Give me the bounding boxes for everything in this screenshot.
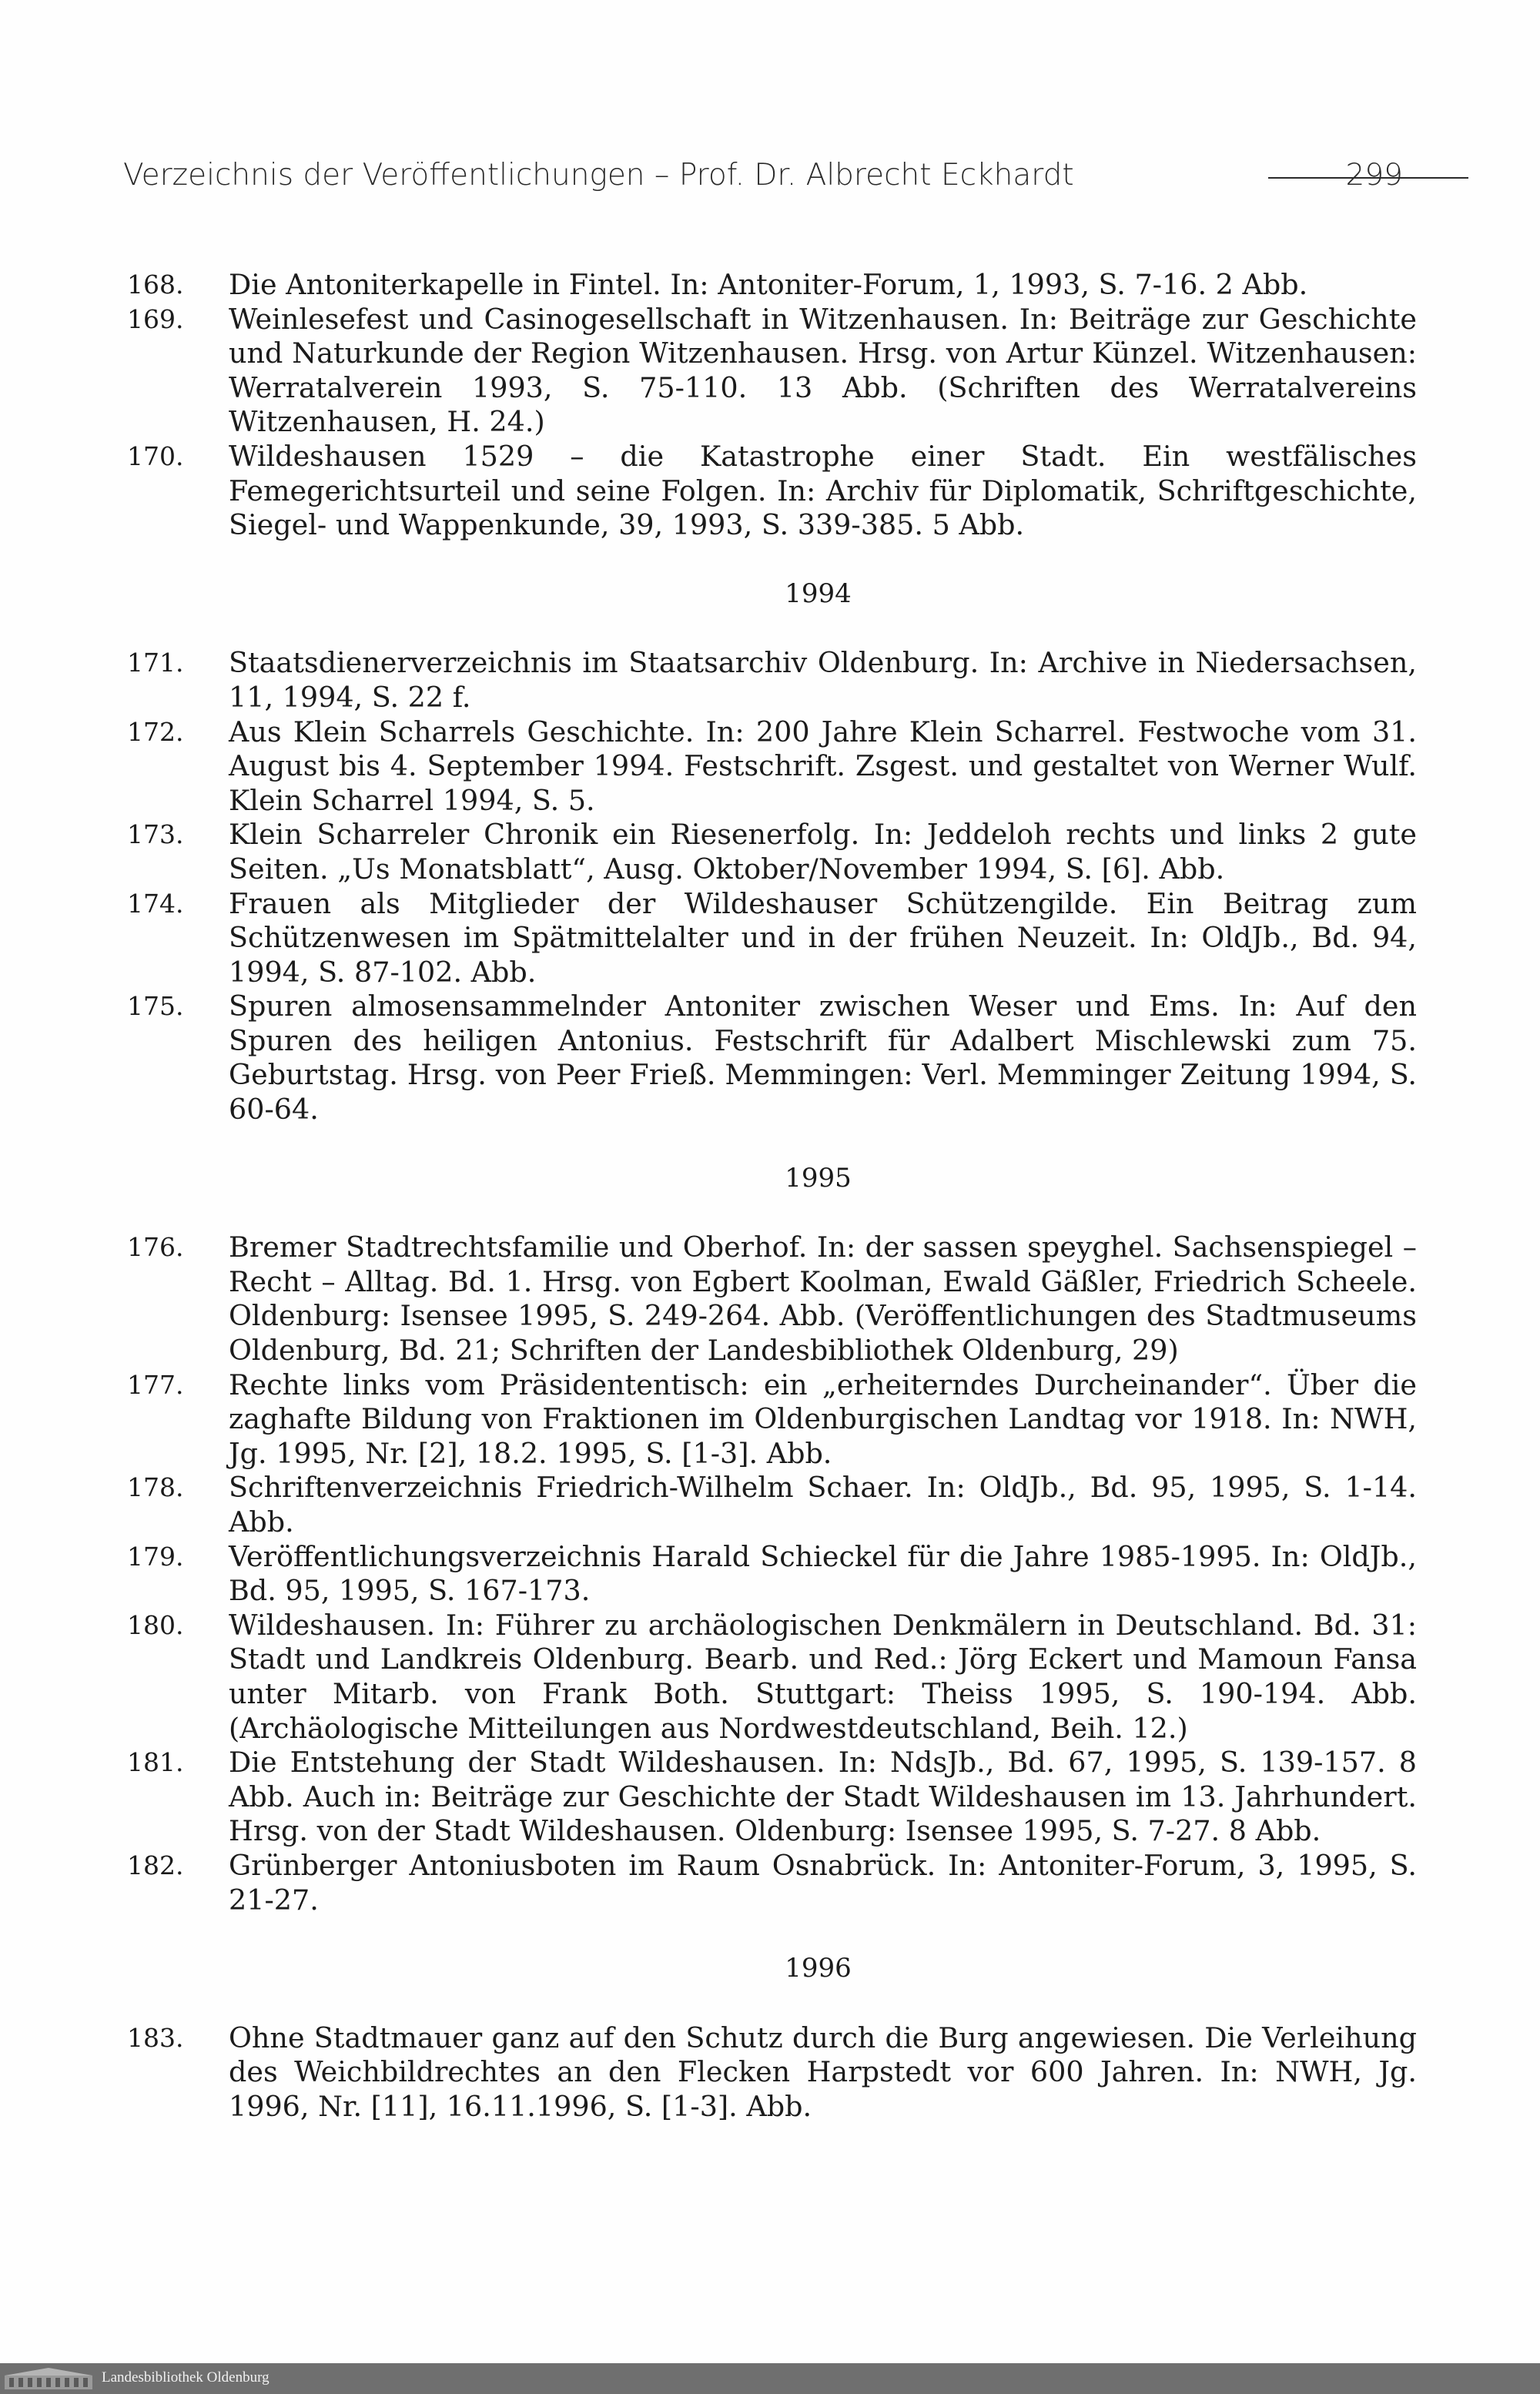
entry-number: 169. <box>127 303 184 334</box>
bibliography-entry <box>127 715 1417 819</box>
entry-number: 179. <box>127 1541 184 1572</box>
header-title: Verzeichnis der Veröffentlichungen – Prof. Dr. Albrecht Eckhardt <box>123 158 1074 193</box>
entry-number: 178. <box>127 1472 184 1503</box>
bibliography-entry <box>127 818 1417 886</box>
entry-number: 172. <box>127 716 184 747</box>
bibliography-entry <box>127 887 1417 990</box>
bibliography-entry <box>127 303 1417 440</box>
entry-text: Weinlesefest und Casinogesellschaft in Witzenhausen. In: Beiträge zur Geschichte und Naturkunde der Region Witzenhausen. Hrsg. von Artur Künzel. Witzenhausen: Werratalverein 1993, S. 75-110. 13 Abb. (Schriften des Werratalvereins Witzenhausen, H. 24.) <box>229 302 1417 439</box>
running-header <box>123 158 1417 204</box>
entry-text: Die Entstehung der Stadt Wildeshausen. In: NdsJb., Bd. 67, 1995, S. 139-157. 8 Abb. Auch in: Beiträge zur Geschichte der Stadt Wildeshausen im 13. Jahrhundert. Hrsg. von der Stadt Wildeshausen. Oldenburg: Isensee 1995, S. 7-27. 8 Abb. <box>229 1746 1417 1848</box>
entry-text: Schriftenverzeichnis Friedrich-Wilhelm Schaer. In: OldJb., Bd. 95, 1995, S. 1-14. Abb. <box>229 1471 1417 1539</box>
bibliography-list <box>127 268 1417 2124</box>
entry-text: Ohne Stadtmauer ganz auf den Schutz durch die Burg angewiesen. Die Verleihung des Weichbildrechtes an den Flecken Harpstedt vor 600 Jahren. In: NWH, Jg. 1996, Nr. [11], 16.11.1996, S. [1-3]. Abb. <box>229 2021 1417 2123</box>
entry-text: Spuren almosensammelnder Antoniter zwischen Weser und Ems. In: Auf den Spuren des heiligen Antonius. Festschrift für Adalbert Mischlewski zum 75. Geburtstag. Hrsg. von Peer Frieß. Memmingen: Verl. Memminger Zeitung 1994, S. 60-64. <box>229 989 1417 1127</box>
entry-text: Die Antoniterkapelle in Fintel. In: Antoniter-Forum, 1, 1993, S. 7-16. 2 Abb. <box>229 268 1308 301</box>
entry-text: Veröffentlichungsverzeichnis Harald Schieckel für die Jahre 1985-1995. In: OldJb., Bd. 95, 1995, S. 167-173. <box>229 1539 1417 1608</box>
bibliography-entry <box>127 646 1417 715</box>
entry-number: 177. <box>127 1369 184 1400</box>
entry-text: Grünberger Antoniusboten im Raum Osnabrück. In: Antoniter-Forum, 3, 1995, S. 21-27. <box>229 1848 1417 1917</box>
entry-text: Wildeshausen 1529 – die Katastrophe einer Stadt. Ein westfälisches Femegerichtsurteil und seine Folgen. In: Archiv für Diplomatik, Schriftgeschichte, Siegel- und Wappenkunde, 39, 1993, S. 339-385. 5 Abb. <box>229 439 1417 542</box>
entry-text: Staatsdienerverzeichnis im Staatsarchiv Oldenburg. In: Archive in Niedersachsen, 11, 1994, S. 22 f. <box>229 646 1417 714</box>
bibliography-entry <box>127 1471 1417 1539</box>
entry-number: 170. <box>127 440 184 471</box>
library-name: Landesbibliothek Oldenburg <box>102 2369 270 2386</box>
bibliography-entry <box>127 2021 1417 2124</box>
entry-number: 182. <box>127 1850 184 1880</box>
bibliography-entry <box>127 1368 1417 1472</box>
entry-number: 168. <box>127 270 184 300</box>
year-heading: 1995 <box>785 1162 852 1194</box>
year-heading: 1994 <box>785 578 852 609</box>
entry-number: 180. <box>127 1609 184 1640</box>
entry-text: Rechte links vom Präsidententisch: ein „erheiterndes Durcheinander“. Über die zaghafte Bildung von Fraktionen im Oldenburgischen Landtag vor 1918. In: NWH, Jg. 1995, Nr. [2], 18.2. 1995, S. [1-3]. Abb. <box>229 1368 1417 1470</box>
bibliography-entry <box>127 1746 1417 1849</box>
entry-number: 181. <box>127 1747 184 1778</box>
entry-text: Aus Klein Scharrels Geschichte. In: 200 Jahre Klein Scharrel. Festwoche vom 31. August bis 4. September 1994. Festschrift. Zsgest. und gestaltet von Werner Wulf. Klein Scharrel 1994, S. 5. <box>229 715 1417 817</box>
entry-text: Bremer Stadtrechtsfamilie und Oberhof. In: der sassen speyghel. Sachsenspiegel – Recht – Alltag. Bd. 1. Hrsg. von Egbert Koolman, Ewald Gäßler, Friedrich Scheele. Oldenburg: Isensee 1995, S. 249-264. Abb. (Veröffentlichungen des Stadtmuseums Oldenburg, Bd. 21; Schriften der Landesbibliothek Oldenburg, 29) <box>229 1230 1417 1368</box>
page-number: 299 <box>1345 158 1403 193</box>
entry-number: 173. <box>127 819 184 850</box>
entry-number: 174. <box>127 888 184 919</box>
bibliography-entry <box>127 1230 1417 1368</box>
bibliography-entry <box>127 1849 1417 1917</box>
entry-number: 171. <box>127 648 184 678</box>
bibliography-entry <box>127 1609 1417 1746</box>
entry-number: 175. <box>127 991 184 1022</box>
library-building-icon <box>5 2368 92 2389</box>
library-footer <box>0 2363 1540 2394</box>
entry-number: 176. <box>127 1232 184 1263</box>
entry-text: Wildeshausen. In: Führer zu archäologischen Denkmälern in Deutschland. Bd. 31: Stadt und Landkreis Oldenburg. Bearb. und Red.: Jörg Eckert und Mamoun Fansa unter Mitarb. von Frank Both. Stuttgart: Theiss 1995, S. 190-194. Abb. (Archäologische Mitteilungen aus Nordwestdeutschland, Beih. 12.) <box>229 1608 1417 1745</box>
entry-number: 183. <box>127 2022 184 2053</box>
entry-text: Frauen als Mitglieder der Wildeshauser Schützengilde. Ein Beitrag zum Schützenwesen im Spätmittelalter und in der frühen Neuzeit. In: OldJb., Bd. 94, 1994, S. 87-102. Abb. <box>229 886 1417 989</box>
bibliography-entry <box>127 1540 1417 1609</box>
bibliography-entry <box>127 989 1417 1127</box>
entry-text: Klein Scharreler Chronik ein Riesenerfolg. In: Jeddeloh rechts und links 2 gute Seiten. „Us Monatsblatt“, Ausg. Oktober/November 1994, S. [6]. Abb. <box>229 818 1417 886</box>
bibliography-entry <box>127 268 1417 303</box>
year-heading: 1996 <box>785 1953 852 1984</box>
bibliography-entry <box>127 440 1417 543</box>
